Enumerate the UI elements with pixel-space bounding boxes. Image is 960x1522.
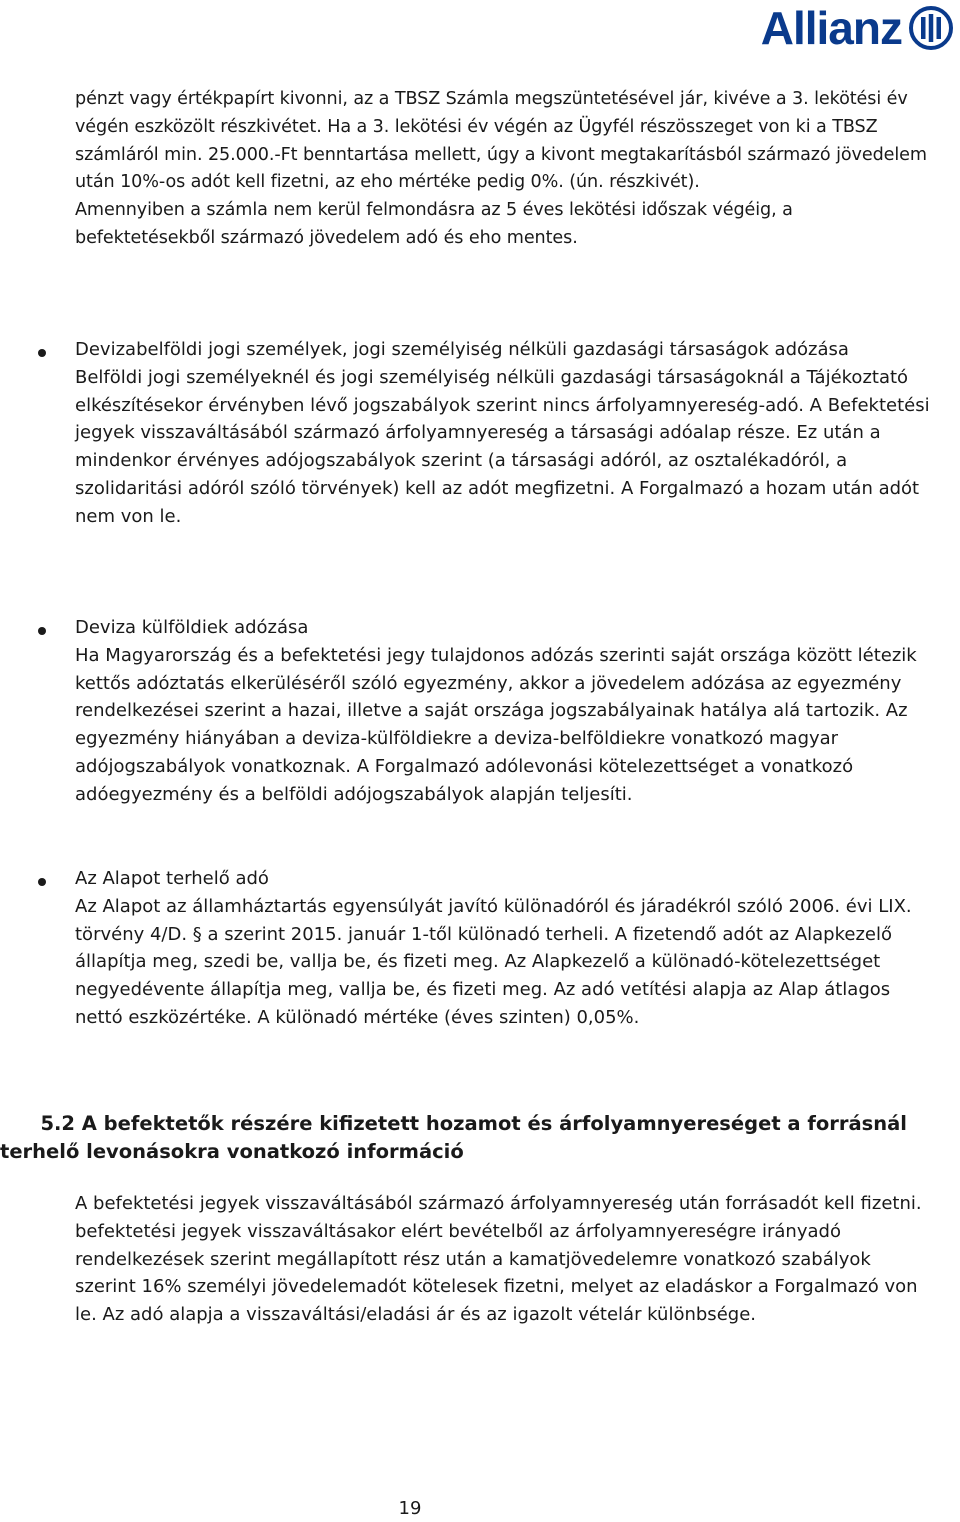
bullet-body: Belföldi jogi személyeknél és jogi személyiség nélküli gazdasági társaságoknál a Tájékoztató elkészítésekor érvényben lévő jogszabályok szerint nincs árfolyamnyereség-adó. A Befektetési jegyek visszaváltásából származó árfolyamnyereség a társasági adóalap része. Ez után a mindenkor érvényes adójogszabályok szerint (a társasági adóról, az osztalékadóról, a szolidaritási adóról szóló törvények) kell az adót megfizetni. A Forgalmazó a hozam után adót nem von le. — [75, 366, 930, 527]
bullet-body: Az Alapot az államháztartás egyensúlyát javító különadóról és járadékról szóló 2006. évi LIX. törvény 4/D. § a szerint 2015. január 1-től különadó terheli. A fizetendő adót az Alapkezelő állapítja meg, szedi be, vallja be, és fizeti meg. Az Alapkezelő a különadó-kötelezettséget negyedévente állapítja meg, vallja be, és fizeti meg. Az adó vetítési alapja az Alap átlagos nettó eszközértéke. A különadó mértéke (éves szinten) 0,05%. — [75, 895, 912, 1028]
allianz-logo — [761, 0, 954, 56]
allianz-eagle-icon — [908, 5, 954, 51]
bullet-icon — [38, 878, 46, 886]
bullet-item-alapot-terhelo-ado — [75, 865, 935, 1032]
section-number: 5.2 — [40, 1112, 75, 1135]
section-heading — [0, 1110, 940, 1166]
bullet-title: Devizabelföldi jogi személyek, jogi személyiség nélküli gazdasági társaságok adózása — [75, 339, 849, 360]
intro-text-2: Amennyiben a számla nem kerül felmondásra az 5 éves lekötési időszak végéig, a befektetésekből származó jövedelem adó és eho mentes. — [75, 200, 793, 248]
intro-paragraph — [75, 86, 935, 253]
bullet-item-devizabelfoldi — [75, 336, 935, 531]
page-number: 19 — [398, 1498, 422, 1519]
section-title: A befektetők részére kifizetett hozamot és árfolyamnyereséget a forrásnál terhelő levonásokra vonatkozó információ — [0, 1112, 907, 1163]
bullet-item-deviza-kulfoldiek — [75, 614, 935, 809]
bullet-title: Deviza külföldiek adózása — [75, 617, 309, 638]
bullet-body: Ha Magyarország és a befektetési jegy tulajdonos adózás szerinti saját országa között létezik kettős adóztatás elkerüléséről szóló egyezmény, akkor a jövedelem adózása az egyezmény rendelkezései szerint a hazai, illetve a saját országa jogszabályainak hatálya alá tartozik. Az egyezmény hiányában a deviza-külföldiekre a deviza-belföldiekre vonatkozó magyar adójogszabályok vonatkoznak. A Forgalmazó adólevonási kötelezettséget a vonatkozó adóegyezmény és a belföldi adójogszabályok alapján teljesíti. — [75, 644, 917, 805]
bullet-title: Az Alapot terhelő adó — [75, 868, 269, 889]
bullet-icon — [38, 627, 46, 635]
section-body: A befektetési jegyek visszaváltásából származó árfolyamnyereség után forrásadót kell fizetni. befektetési jegyek visszaváltásakor elért bevételből az árfolyamnyereségre irányadó rendelkezések szerint megállapított rész után a kamatjövedelemre vonatkozó szabályok szerint 16% személyi jövedelemadót kötelesek fizetni, melyet az eladáskor a Forgalmazó von le. Az adó alapja a visszaváltási/eladási ár és az igazolt vételár különbsége. — [75, 1193, 922, 1326]
intro-text: pénzt vagy értékpapírt kivonni, az a TBSZ Számla megszüntetésével jár, kivéve a 3. lekötési év végén eszközölt részkivétet. Ha a 3. lekötési év végén az Ügyfél részösszeget von ki a TBSZ számláról min. 25.000.-Ft benntartása mellett, úgy a kivont megtakarításból származó jövedelem után 10%-os adót kell fizetni, az eho mértéke pedig 0%. (ún. részkivét). — [75, 89, 927, 193]
bullet-icon — [38, 349, 46, 357]
logo-text: Allianz — [760, 2, 902, 54]
